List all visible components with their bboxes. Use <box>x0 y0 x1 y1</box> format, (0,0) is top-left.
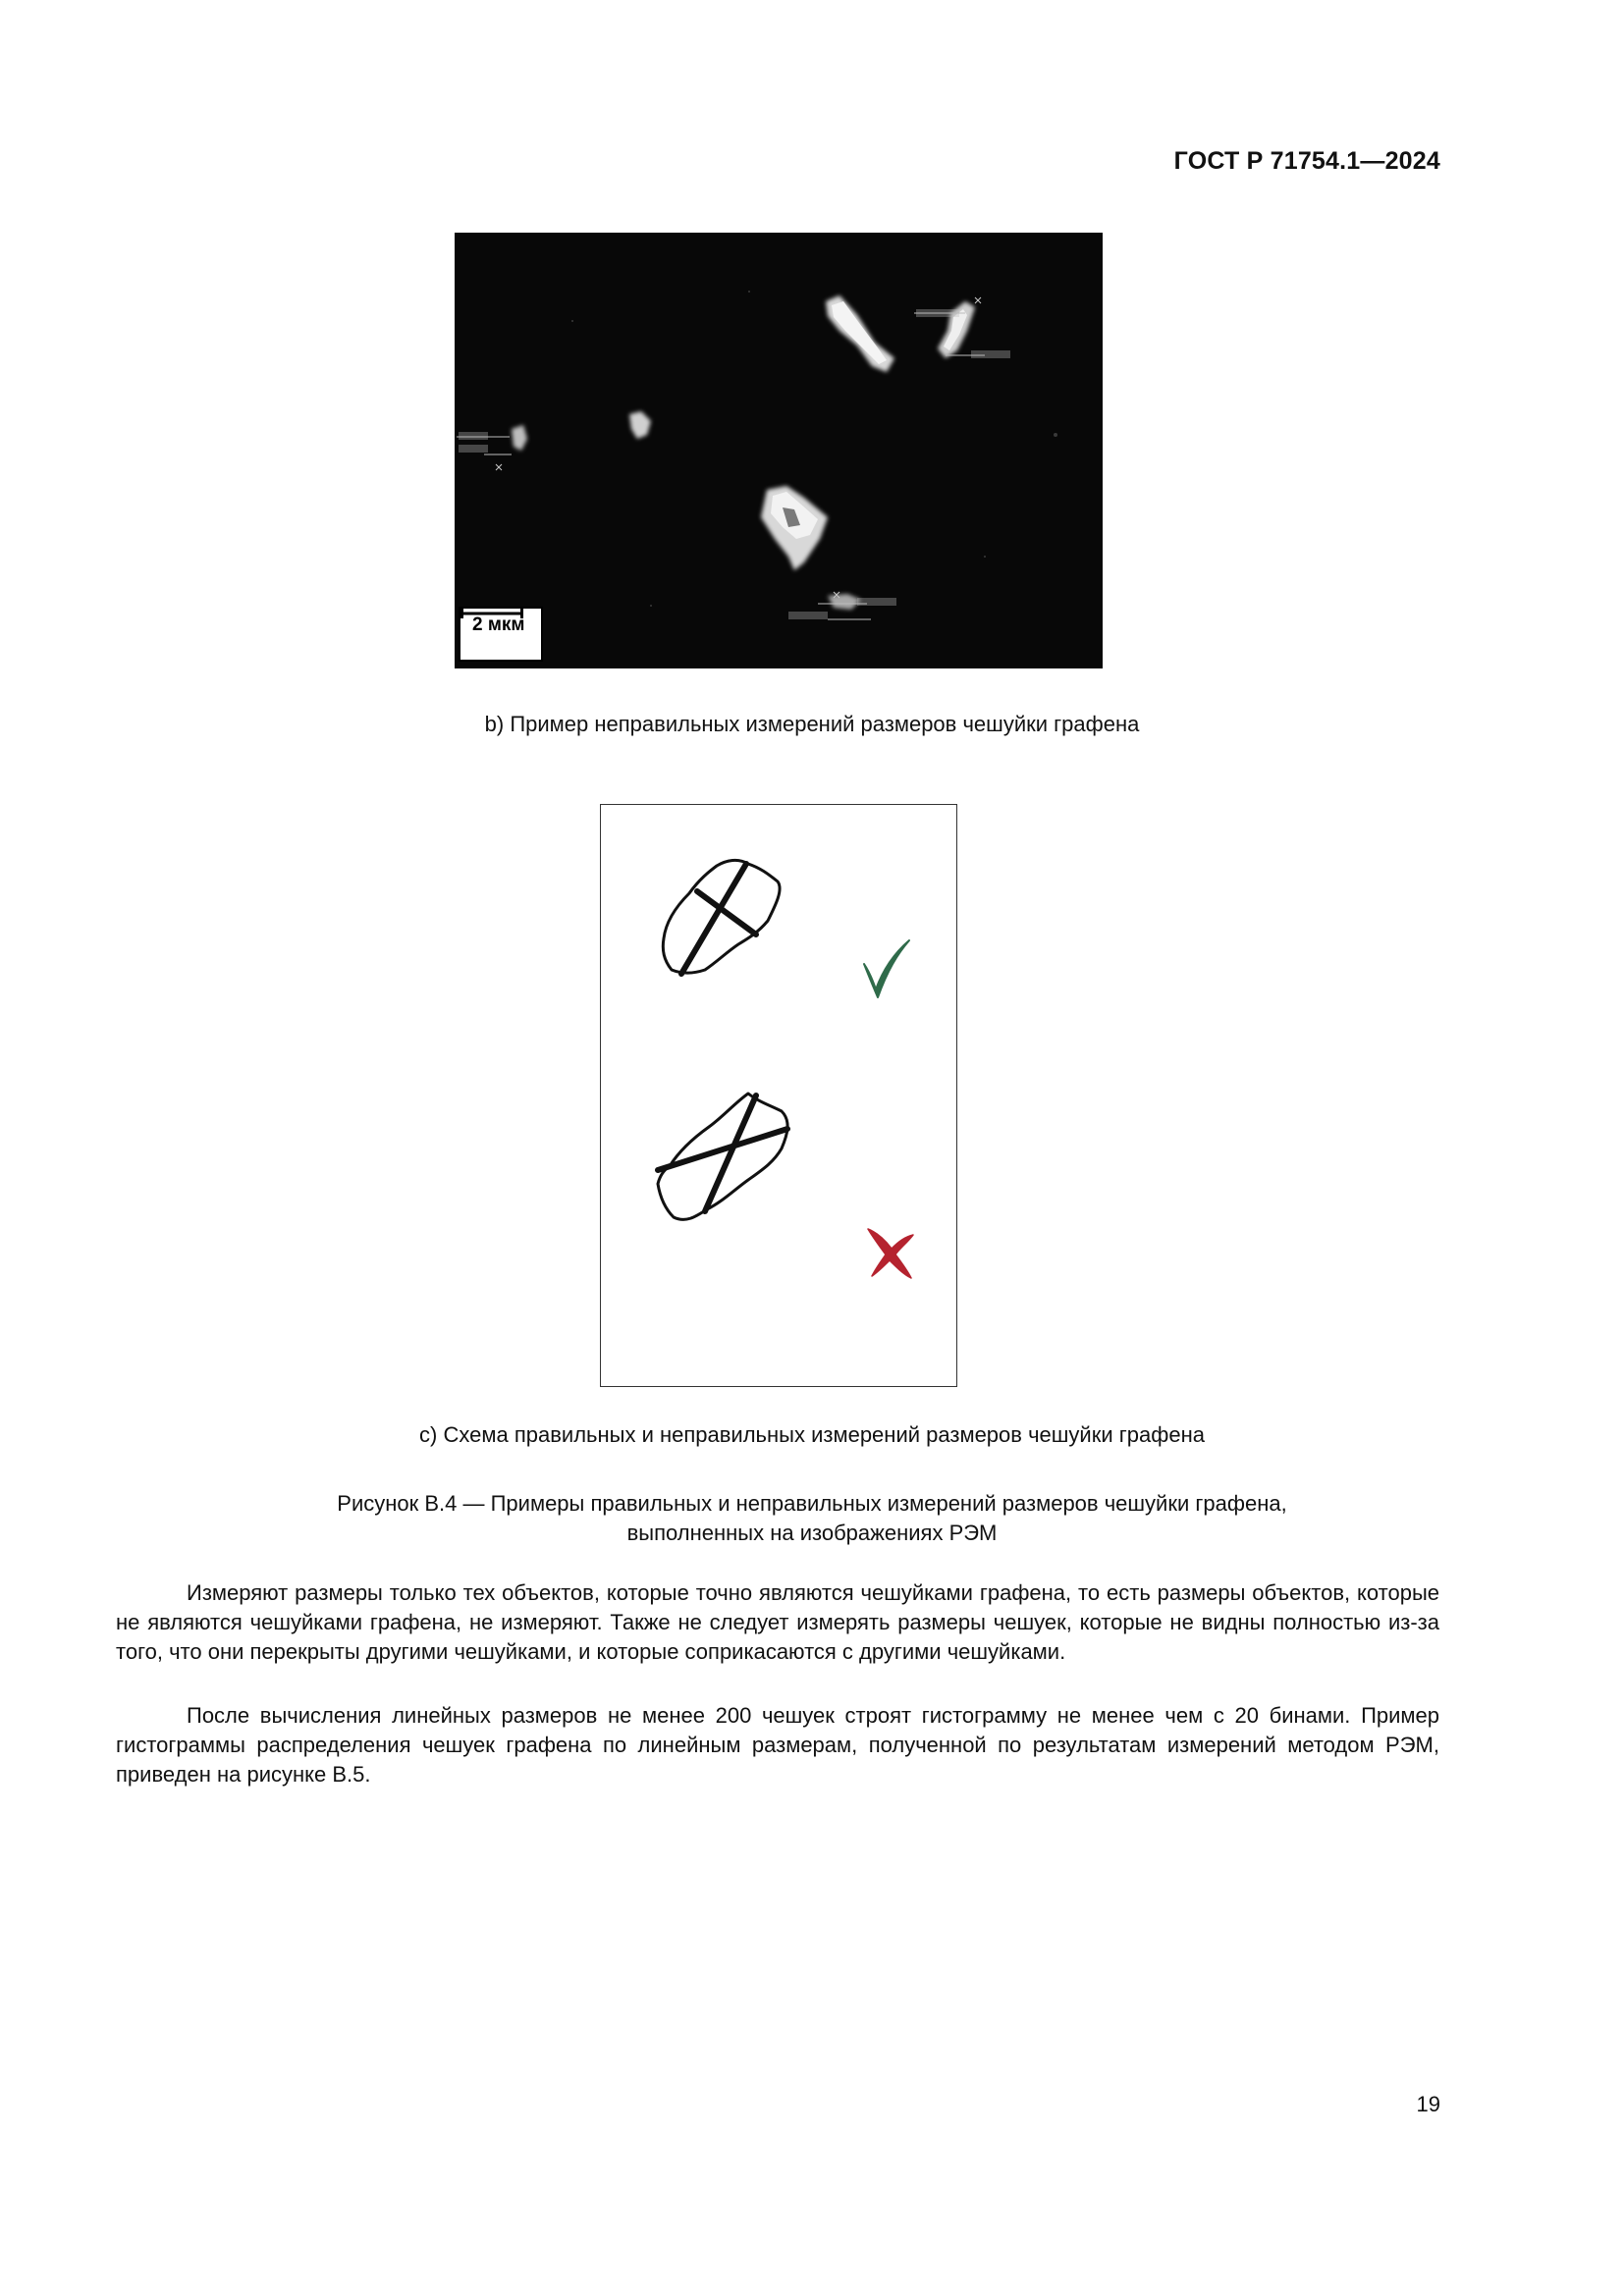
figure-title-line-1: Рисунок В.4 — Примеры правильных и неправильных измерений размеров чешуйки графена, <box>337 1491 1287 1516</box>
check-mark-icon <box>864 940 909 997</box>
body-paragraph-2: После вычисления линейных размеров не менее 200 чешуек строят гистограмму не менее чем с 20 бинами. Пример гистограммы распределения чешуек графена по линейным размерам, полученной по результатам измерений методом РЭМ, приведен на рисунке В.5. <box>116 1703 1439 1787</box>
caption-panel-b: b) Пример неправильных измерений размеров чешуйки графена <box>484 712 1140 736</box>
figure-title <box>0 1489 1624 1548</box>
correct-flake-outline <box>663 860 780 974</box>
scale-bar-box <box>459 607 543 662</box>
caption-panel-c: c) Схема правильных и неправильных измерений размеров чешуйки графена <box>419 1422 1205 1447</box>
sem-flakes-image <box>455 233 1103 668</box>
figure-title-line-2: выполненных на изображениях РЭМ <box>626 1521 998 1545</box>
page-number: 19 <box>1416 2092 1440 2116</box>
scale-bar-line <box>460 609 523 618</box>
scale-bar-label: 2 мкм <box>472 614 525 635</box>
measurement-scheme <box>600 804 957 1387</box>
sem-micrograph <box>455 233 1103 668</box>
document-code: ГОСТ Р 71754.1—2024 <box>1173 147 1440 175</box>
scheme-drawing <box>601 805 958 1388</box>
incorrect-flake-outline <box>658 1094 787 1219</box>
cross-mark-icon <box>868 1229 913 1278</box>
body-paragraph-1: Измеряют размеры только тех объектов, которые точно являются чешуйками графена, то есть размеры объектов, которые не являются чешуйками графена, не измеряют. Также не следует измерять размеры чешуек, которые не видны полностью из-за того, что они перекрыты другими чешуйками, и которые соприкасаются с другими чешуйками. <box>116 1580 1439 1664</box>
